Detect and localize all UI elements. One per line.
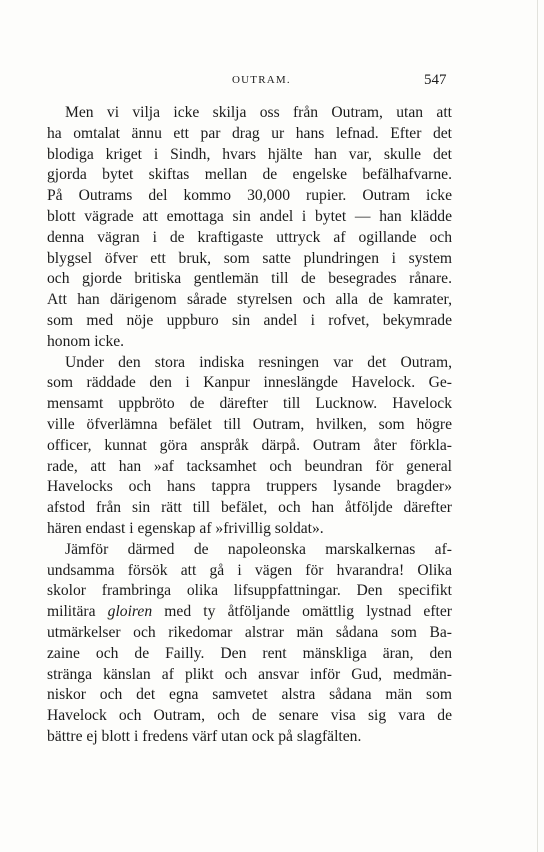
text-line: som räddade den i Kanpur inneslängde Havelock. Ge-: [47, 374, 452, 392]
text-line: Havelock och Outram, och de senare visa sig vara de: [47, 707, 452, 725]
running-title: OUTRAM.: [232, 74, 291, 86]
text-line: På Outrams del kommo 30,000 rupier. Outram icke: [47, 187, 452, 205]
text-line: niskor och det egna samvetet alstra sådana män som: [47, 686, 452, 704]
text-line: Havelocks och hans tappra truppers lysande bragder»: [47, 478, 452, 496]
page-number: 547: [424, 72, 447, 88]
text-line: honom icke.: [47, 332, 125, 350]
text-line: denna vägran i de kraftigaste uttryck af ogillande och: [47, 228, 452, 246]
text-line-with-italic: [47, 602, 452, 623]
text-line: zaine och de Failly. Den rent mänskliga äran, den: [47, 644, 452, 662]
text-line: undsamma försök att gå i vägen för hvarandra! Olika: [47, 561, 452, 579]
text-line: gjorda bytet skiftas mellan de engelske befälhafvarne.: [47, 166, 452, 184]
text-line: blygsel öfver ett bruk, som satte plundringen i system: [47, 249, 452, 267]
text-line: ville öfverlämna befälet till Outram, hvilken, som högre: [47, 415, 452, 433]
text-line: rade, att han »af tacksamhet och beundran för general: [47, 457, 452, 475]
text-line: officer, kunnat göra anspråk därpå. Outram åter förkla-: [47, 436, 452, 454]
text-line: blodiga kriget i Sindh, hvars hjälte han var, skulle det: [47, 145, 452, 163]
text-line: afstod från sin rätt till befälet, och han åtföljde därefter: [47, 499, 452, 517]
text-line: utmärkelser och rikedomar alstrar män sådana som Ba-: [47, 623, 452, 641]
text-line: Men vi vilja icke skilja oss från Outram, utan att: [65, 104, 452, 121]
line-segment: militära: [47, 603, 108, 621]
text-line: blott vägrade att emottaga sin andel i bytet — han klädde: [47, 207, 452, 225]
text-line: bättre ej blott i fredens värf utan ock på slagfälten.: [47, 727, 362, 745]
text-line: Jämför därmed de napoleonska marskalkernas af-: [65, 540, 452, 558]
text-line: skolor frambringa olika lifsuppfattningar. Den specifikt: [47, 582, 452, 600]
text-line: hären endast i egenskap af »frivillig soldat».: [47, 519, 324, 537]
text-line: som med nöje uppburo sin andel i rofvet, bekymrade: [47, 311, 452, 329]
line-segment: med ty åtföljande omättlig lystnad efter: [152, 603, 452, 621]
running-header: [0, 72, 544, 92]
text-line: och gjorde britiska gentlemän till de besegrades rånare.: [47, 270, 452, 288]
text-line: Att han därigenom sårade styrelsen och alla de kamrater,: [47, 291, 452, 309]
text-line: stränga känslan af plikt och ansvar inför Gud, medmän-: [47, 665, 452, 683]
page-edge-rule: [537, 0, 538, 852]
text-line: Under den stora indiska resningen var det Outram,: [65, 353, 452, 371]
body-text: [47, 103, 452, 748]
text-line: mensamt uppbröto de därefter till Lucknow. Havelock: [47, 395, 452, 413]
italic-word: gloiren: [107, 603, 153, 621]
text-line: ha omtalat ännu ett par drag ur hans lefnad. Efter det: [47, 124, 452, 142]
